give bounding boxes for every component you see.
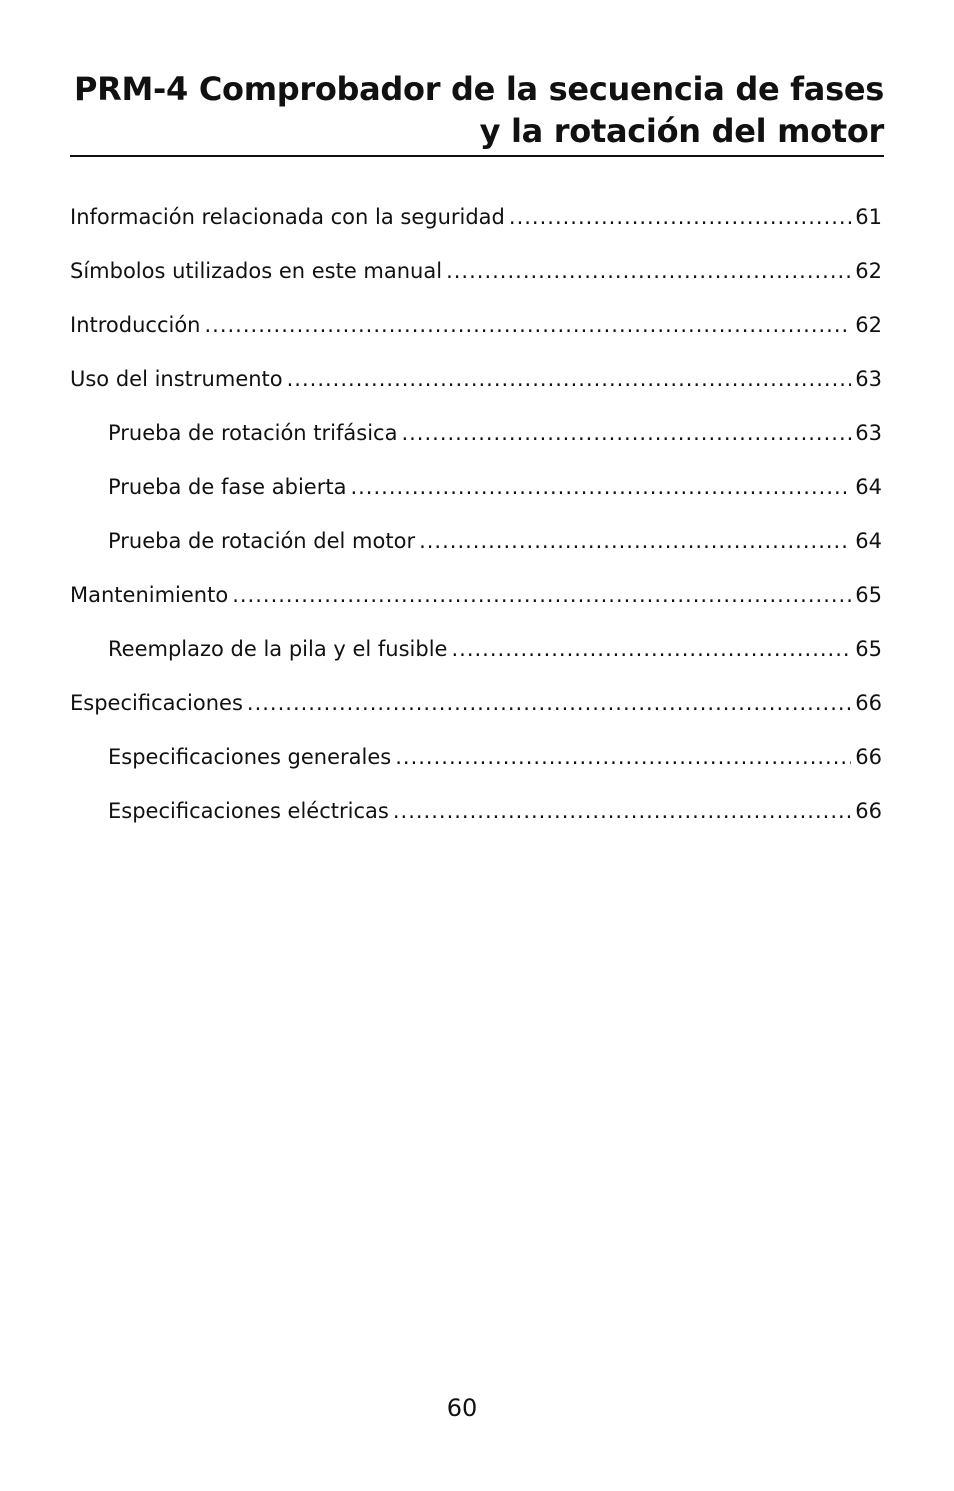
toc-entry-label: Uso del instrumento	[70, 367, 283, 391]
table-of-contents	[70, 197, 884, 845]
toc-entry-label: Símbolos utilizados en este manual	[70, 259, 443, 283]
toc-entry-label: Especificaciones eléctricas	[108, 799, 389, 823]
toc-subentry[interactable]	[70, 467, 884, 521]
toc-entry-page: 65	[855, 637, 882, 661]
toc-entry-page: 66	[855, 745, 882, 769]
toc-entry-label: Especificaciones generales	[108, 745, 392, 769]
toc-entry-label: Introducción	[70, 313, 201, 337]
toc-entry[interactable]	[70, 575, 884, 629]
toc-entry[interactable]	[70, 251, 884, 305]
toc-dot-leader	[393, 791, 851, 831]
toc-dot-leader	[287, 359, 852, 399]
toc-entry-page: 64	[855, 475, 882, 499]
toc-entry-page: 61	[855, 205, 882, 229]
toc-entry-label: Especificaciones	[70, 691, 243, 715]
toc-entry[interactable]	[70, 683, 884, 737]
toc-entry[interactable]	[70, 305, 884, 359]
document-page	[70, 0, 884, 1491]
toc-dot-leader	[247, 683, 851, 723]
page-number: 60	[446, 1394, 478, 1422]
toc-entry-label: Información relacionada con la seguridad	[70, 205, 505, 229]
toc-entry-page: 66	[855, 691, 882, 715]
toc-entry-page: 63	[855, 421, 882, 445]
toc-entry-label: Prueba de rotación del motor	[108, 529, 416, 553]
toc-dot-leader	[395, 737, 851, 777]
toc-dot-leader	[419, 521, 851, 561]
toc-dot-leader	[204, 305, 851, 345]
toc-entry-label: Prueba de fase abierta	[108, 475, 347, 499]
toc-entry-label: Mantenimiento	[70, 583, 229, 607]
page-title	[70, 68, 884, 157]
toc-entry-page: 62	[855, 259, 882, 283]
toc-dot-leader	[350, 467, 851, 507]
toc-dot-leader	[401, 413, 851, 453]
toc-entry-page: 65	[855, 583, 882, 607]
toc-entry[interactable]	[70, 197, 884, 251]
title-line-2: y la rotación del motor	[479, 112, 884, 150]
toc-entry-page: 63	[855, 367, 882, 391]
toc-entry-label: Reemplazo de la pila y el fusible	[108, 637, 448, 661]
toc-entry-page: 64	[855, 529, 882, 553]
title-line-1: PRM-4 Comprobador de la secuencia de fases	[74, 70, 884, 108]
toc-entry[interactable]	[70, 359, 884, 413]
toc-dot-leader	[446, 251, 851, 291]
toc-subentry[interactable]	[70, 791, 884, 845]
toc-entry-label: Prueba de rotación trifásica	[108, 421, 398, 445]
toc-subentry[interactable]	[70, 413, 884, 467]
toc-dot-leader	[509, 197, 851, 237]
toc-subentry[interactable]	[70, 521, 884, 575]
toc-subentry[interactable]	[70, 629, 884, 683]
toc-entry-page: 66	[855, 799, 882, 823]
toc-dot-leader	[232, 575, 851, 615]
toc-entry-page: 62	[855, 313, 882, 337]
toc-dot-leader	[451, 629, 851, 669]
toc-subentry[interactable]	[70, 737, 884, 791]
